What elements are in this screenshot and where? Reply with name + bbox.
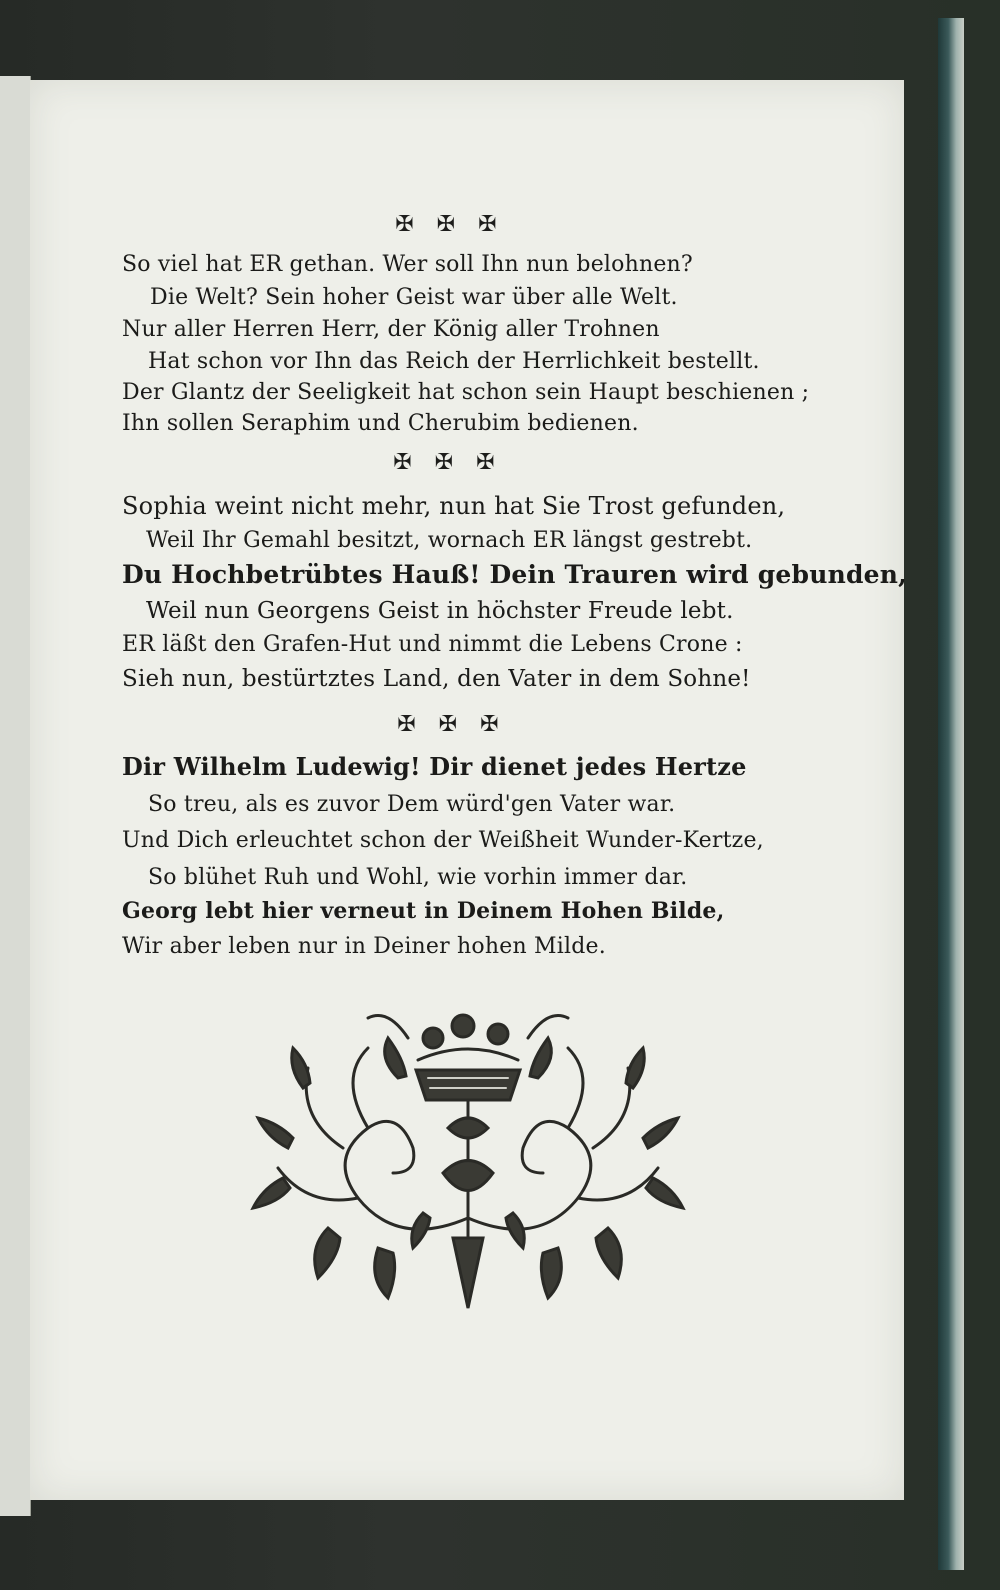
stanza-divider: ✠ ✠ ✠ <box>393 450 503 475</box>
stanza-divider: ✠ ✠ ✠ <box>397 712 507 737</box>
verse-line: Wir aber leben nur in Deiner hohen Milde. <box>122 934 606 959</box>
verse-line: So viel hat ER gethan. Wer soll Ihn nun belohnen? <box>122 252 693 277</box>
verse-line: Weil nun Georgens Geist in höchster Freude lebt. <box>146 598 734 624</box>
verse-line: Hat schon vor Ihn das Reich der Herrlichkeit bestellt. <box>148 349 760 374</box>
facing-page-edge <box>0 76 31 1516</box>
floral-vignette-ornament <box>248 998 688 1338</box>
verse-line: Und Dich erleuchtet schon der Weißheit Wunder-Kertze, <box>122 828 764 853</box>
verse-line: Sieh nun, bestürtztes Land, den Vater in dem Sohne! <box>122 666 751 692</box>
stanza-divider: ✠ ✠ ✠ <box>395 212 505 237</box>
verse-line: So blühet Ruh und Wohl, wie vorhin immer dar. <box>148 865 688 890</box>
verse-line: So treu, als es zuvor Dem würd'gen Vater war. <box>148 792 676 817</box>
verse-line: Georg lebt hier verneut in Deinem Hohen Bilde, <box>122 898 725 924</box>
verse-line: Die Welt? Sein hoher Geist war über alle Welt. <box>150 285 678 310</box>
verse-line: Du Hochbetrübtes Hauß! Dein Trauren wird gebunden, <box>122 560 908 589</box>
verse-line: ER läßt den Grafen-Hut und nimmt die Lebens Crone : <box>122 632 743 657</box>
verse-line: Dir Wilhelm Ludewig! Dir dienet jedes Hertze <box>122 752 747 781</box>
verse-line: Nur aller Herren Herr, der König aller Trohnen <box>122 317 660 342</box>
verse-line: Ihn sollen Seraphim und Cherubim bedienen. <box>122 411 639 436</box>
verse-line: Der Glantz der Seeligkeit hat schon sein Haupt beschienen ; <box>122 380 810 405</box>
page-stack-edge <box>938 18 964 1570</box>
verse-line: Weil Ihr Gemahl besitzt, wornach ER längst gestrebt. <box>146 528 753 553</box>
verse-line: Sophia weint nicht mehr, nun hat Sie Trost gefunden, <box>122 492 786 520</box>
